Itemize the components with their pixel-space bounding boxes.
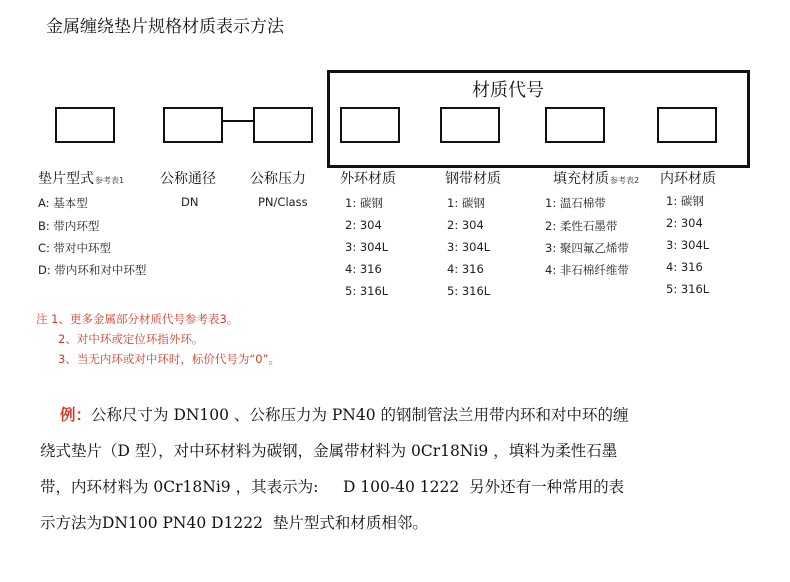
inner-ring-box (657, 107, 717, 143)
steel-strip-box (440, 107, 500, 143)
header-text: 内环材质 (660, 171, 716, 187)
note-line: 2、对中环或定位环指外环。 (58, 332, 204, 346)
list-item: B: 带内环型 (38, 219, 100, 233)
list-item: 5: 316L (666, 282, 710, 296)
list-item: 1: 碳钢 (447, 196, 485, 210)
header-inner-ring (660, 168, 716, 188)
header-outer-ring (340, 168, 396, 188)
header-gasket-type (38, 168, 124, 188)
header-text: 填充材质 (553, 171, 609, 187)
list-item: 3: 聚四氟乙烯带 (545, 241, 629, 255)
header-nominal-diameter (160, 168, 216, 188)
gasket-type-box (55, 107, 115, 143)
example-line (40, 505, 760, 541)
example-text: 绕式垫片（D 型），对中环材料为碳钢，金属带材料为 0Cr18Ni9 ，填料为柔性石墨 (40, 442, 618, 460)
example-line (40, 433, 760, 469)
material-code-label: 材质代号 (472, 80, 544, 101)
list-item: 1: 温石棉带 (545, 196, 606, 210)
list-item: A: 基本型 (38, 196, 88, 210)
header-text: 公称压力 (250, 171, 306, 187)
header-ref: 参考表1 (95, 176, 125, 185)
header-steel-strip (445, 168, 501, 188)
filler-box (545, 107, 605, 143)
header-ref: 参考表2 (610, 176, 640, 185)
note-line: 3、当无内环或对中环时，标价代号为“0”。 (58, 352, 281, 366)
list-item: 1: 碳钢 (345, 196, 383, 210)
example-paragraph (40, 397, 760, 541)
list-item: 5: 316L (447, 284, 491, 298)
list-item: DN (181, 195, 199, 209)
list-item: 4: 316 (447, 262, 484, 276)
list-item: 4: 316 (666, 260, 703, 274)
example-text: 公称尺寸为 DN100 、公称压力为 PN40 的钢制管法兰用带内环和对中环的缠 (91, 406, 629, 424)
list-item: 2: 304 (345, 218, 382, 232)
header-filler (553, 168, 639, 188)
nominal-pressure-box (253, 107, 313, 143)
list-item: 3: 304L (345, 240, 389, 254)
list-item: 2: 柔性石墨带 (545, 219, 618, 233)
list-item: 4: 非石棉纤维带 (545, 263, 629, 277)
example-label: 例： (60, 405, 92, 424)
header-text: 垫片型式 (38, 171, 94, 187)
page-title: 金属缠绕垫片规格材质表示方法 (46, 17, 284, 37)
example-line (40, 469, 760, 505)
connector-line (222, 120, 253, 122)
list-item: D: 带内环和对中环型 (38, 263, 147, 277)
example-text: 带，内环材料为 0Cr18Ni9 ，其表示为: D 100-40 1222 另外还有一种常用的表 (40, 478, 625, 496)
outer-ring-box (340, 107, 400, 143)
header-text: 公称通径 (160, 171, 216, 187)
header-text: 钢带材质 (445, 171, 501, 187)
list-item: 3: 304L (666, 238, 710, 252)
list-item: 2: 304 (666, 216, 703, 230)
list-item: 1: 碳钢 (666, 194, 704, 208)
list-item: 2: 304 (447, 218, 484, 232)
nominal-diameter-box (163, 107, 223, 143)
list-item: 5: 316L (345, 284, 389, 298)
note-line: 注 1、更多金属部分材质代号参考表3。 (36, 312, 239, 326)
list-item: 4: 316 (345, 262, 382, 276)
header-text: 外环材质 (340, 171, 396, 187)
example-text: 示方法为DN100 PN40 D1222 垫片型式和材质相邻。 (40, 514, 428, 532)
list-item: 3: 304L (447, 240, 491, 254)
header-nominal-pressure (250, 168, 306, 188)
example-line (40, 397, 760, 433)
list-item: PN/Class (258, 195, 308, 209)
list-item: C: 带对中环型 (38, 241, 112, 255)
